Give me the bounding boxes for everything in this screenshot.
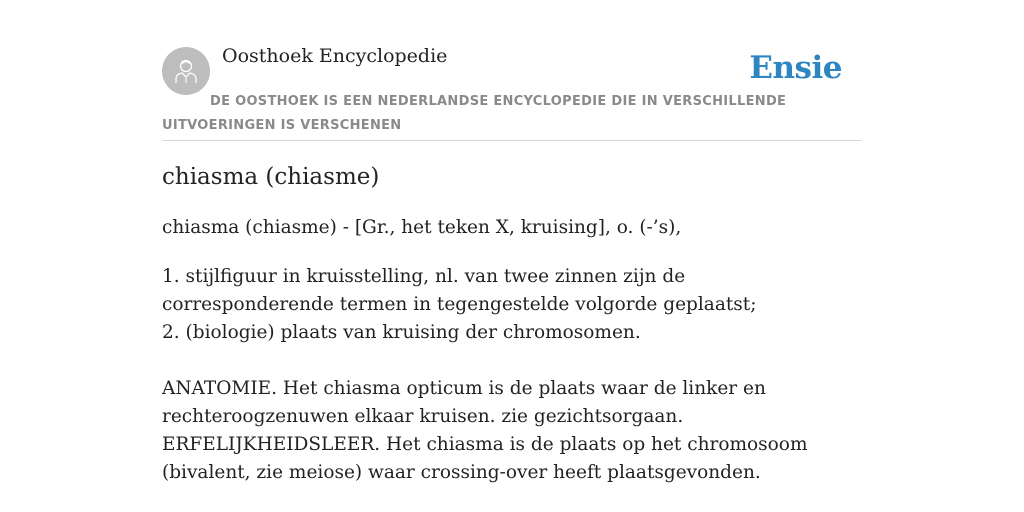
note-erfelijkheidsleer: ERFELIJKHEIDSLEER. Het chiasma is de plaats op het chromosoom (bivalent, zie meiose) waar crossing-over heeft plaatsgevonden. (162, 434, 808, 483)
paragraph-spacer (162, 347, 862, 375)
brand-logo-link[interactable]: Ensie (749, 50, 842, 86)
entry-headline: chiasma (chiasme) - [Gr., het teken X, kruising], o. (-’s), (162, 217, 682, 238)
user-avatar-icon (171, 56, 201, 86)
article-body (162, 263, 862, 487)
page-title: chiasma (chiasme) (162, 164, 380, 190)
definition-2: 2. (biologie) plaats van kruising der chromosomen. (162, 322, 641, 343)
definition-1: 1. stijlfiguur in kruisstelling, nl. van twee zinnen zijn de corresponderende termen in tegengestelde volgorde geplaatst; (162, 266, 757, 315)
site-header (162, 0, 862, 141)
avatar[interactable] (162, 47, 210, 95)
note-anatomie: ANATOMIE. Het chiasma opticum is de plaats waar de linker en rechteroogzenuwen elkaar kruisen. zie gezichtsorgaan. (162, 378, 766, 427)
site-name-link[interactable]: Oosthoek Encyclopedie (222, 45, 448, 67)
page-container (162, 0, 862, 483)
site-tagline: DE OOSTHOEK IS EEN NEDERLANDSE ENCYCLOPEDIE DIE IN VERSCHILLENDE UITVOERINGEN IS VERSCHENEN (162, 94, 787, 133)
